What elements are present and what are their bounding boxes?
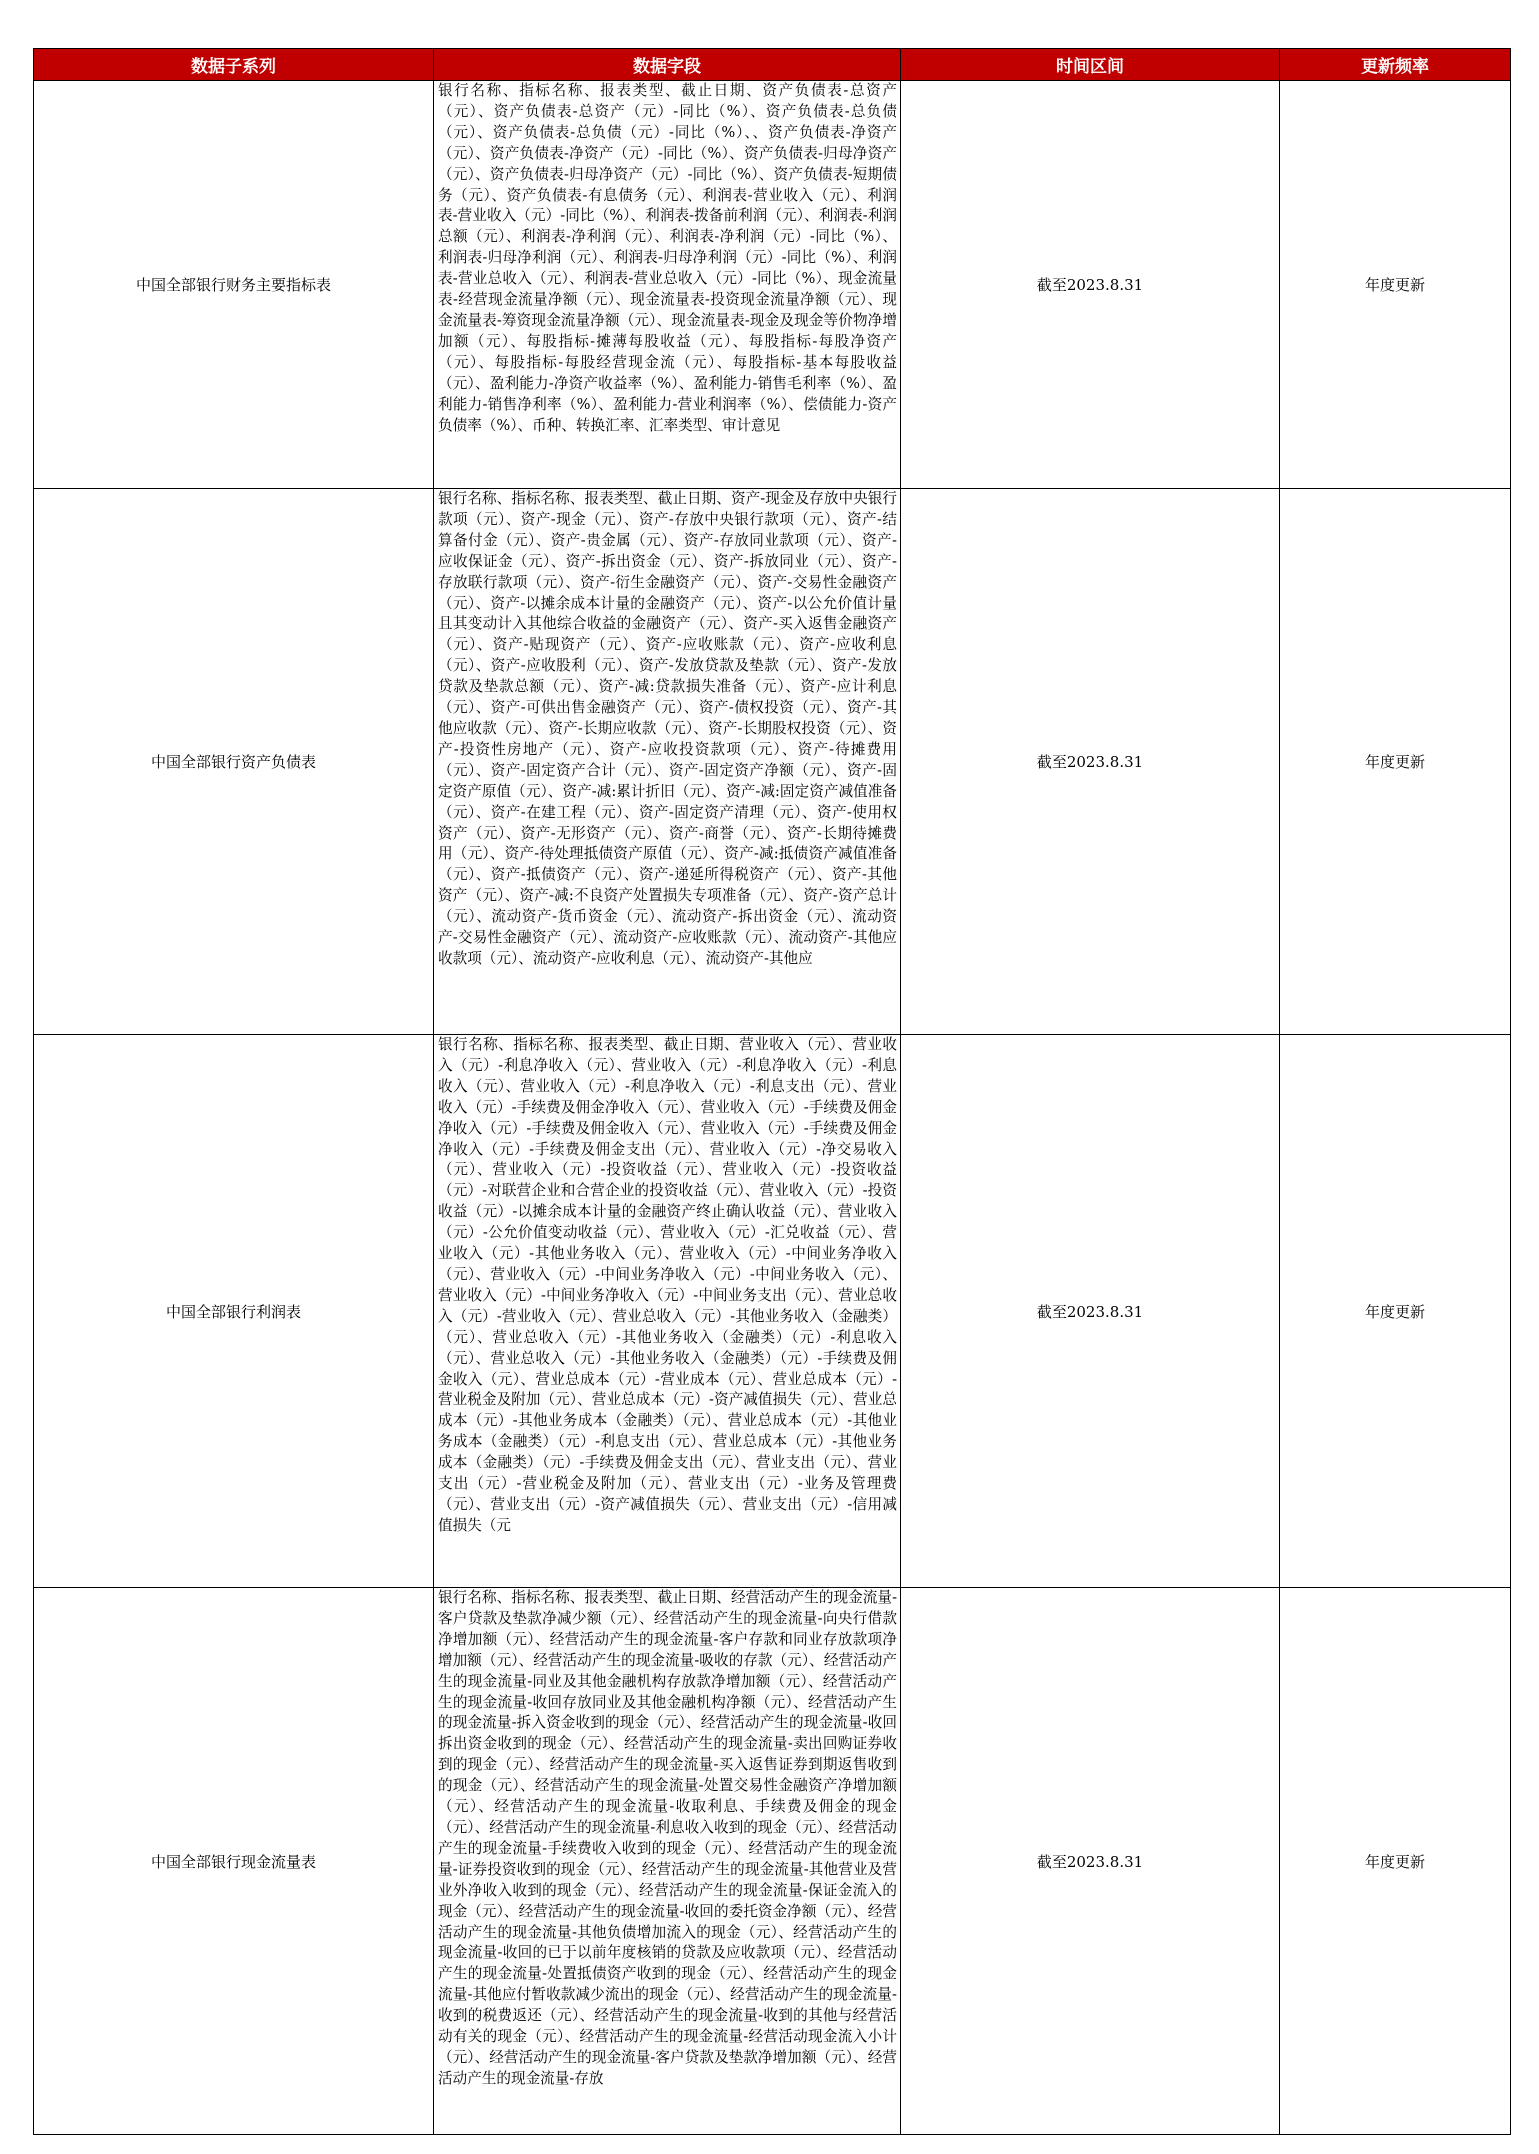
period-cell: 截至2023.8.31 [901, 1588, 1280, 2135]
series-cell: 中国全部银行利润表 [34, 1035, 434, 1588]
header-period: 时间区间 [901, 49, 1280, 81]
table-row [34, 489, 1511, 1035]
frequency-cell: 年度更新 [1280, 1035, 1511, 1588]
fields-text: 银行名称、指标名称、报表类型、截止日期、资产负债表-总资产（元）、资产负债表-总资产（元）-同比（%）、资产负债表-总负债（元）、资产负债表-总负债（元）-同比（%）、、资产负债表-净资产（元）、资产负债表-净资产（元）-同比（%）、资产负债表-归母净资产（元）、资产负债表-归母净资产（元）-同比（%）、资产负债表-短期债务（元）、资产负债表-有息债务（元）、利润表-营业收入（元）、利润表-营业收入（元）-同比（%）、利润表-拨备前利润（元）、利润表-利润总额（元）、利润表-净利润（元）、利润表-净利润（元）-同比（%）、利润表-归母净利润（元）、利润表-归母净利润（元）-同比（%）、利润表-营业总收入（元）、利润表-营业总收入（元）-同比（%）、现金流量表-经营现金流量净额（元）、现金流量表-投资现金流量净额（元）、现金流量表-筹资现金流量净额（元）、现金流量表-现金及现金等价物净增加额（元）、每股指标-摊薄每股收益（元）、每股指标-每股净资产（元）、每股指标-每股经营现金流（元）、每股指标-基本每股收益（元）、盈利能力-净资产收益率（%）、盈利能力-销售毛利率（%）、盈利能力-销售净利率（%）、盈利能力-营业利润率（%）、偿债能力-资产负债率（%）、币种、转换汇率、汇率类型、审计意见 [438, 82, 897, 434]
fields-text: 银行名称、指标名称、报表类型、截止日期、经营活动产生的现金流量-客户贷款及垫款净减少额（元）、经营活动产生的现金流量-向央行借款净增加额（元）、经营活动产生的现金流量-客户存款和同业存放款项净增加额（元）、经营活动产生的现金流量-吸收的存款（元）、经营活动产生的现金流量-同业及其他金融机构存放款净增加额（元）、经营活动产生的现金流量-收回存放同业及其他金融机构净额（元）、经营活动产生的现金流量-拆入资金收到的现金（元）、经营活动产生的现金流量-收回拆出资金收到的现金（元）、经营活动产生的现金流量-卖出回购证券收到的现金（元）、经营活动产生的现金流量-买入返售证券到期返售收到的现金（元）、经营活动产生的现金流量-处置交易性金融资产净增加额（元）、经营活动产生的现金流量-收取利息、手续费及佣金的现金（元）、经营活动产生的现金流量-利息收入收到的现金（元）、经营活动产生的现金流量-手续费收入收到的现金（元）、经营活动产生的现金流量-证券投资收到的现金（元）、经营活动产生的现金流量-其他营业及营业外净收入收到的现金（元）、经营活动产生的现金流量-保证金流入的现金（元）、经营活动产生的现金流量-收回的委托资金净额（元）、经营活动产生的现金流量-其他负债增加流入的现金（元）、经营活动产生的现金流量-收回的已于以前年度核销的贷款及应收款项（元）、经营活动产生的现金流量-处置抵债资产收到的现金（元）、经营活动产生的现金流量-其他应付暂收款减少流出的现金（元）、经营活动产生的现金流量-收到的税费返还（元）、经营活动产生的现金流量-收到的其他与经营活动有关的现金（元）、经营活动产生的现金流量-经营活动现金流入小计（元）、经营活动产生的现金流量-客户贷款及垫款净增加额（元）、经营活动产生的现金流量-存放 [438, 1589, 897, 2087]
fields-cell [434, 81, 901, 489]
table-row [34, 1588, 1511, 2135]
header-fields: 数据字段 [434, 49, 901, 81]
series-cell: 中国全部银行财务主要指标表 [34, 81, 434, 489]
period-cell: 截至2023.8.31 [901, 81, 1280, 489]
fields-cell [434, 1035, 901, 1588]
data-catalog-table [33, 48, 1511, 2135]
frequency-cell: 年度更新 [1280, 489, 1511, 1035]
table-row [34, 1035, 1511, 1588]
fields-text: 银行名称、指标名称、报表类型、截止日期、营业收入（元）、营业收入（元）-利息净收入（元）、营业收入（元）-利息净收入（元）-利息收入（元）、营业收入（元）-利息净收入（元）-利息支出（元）、营业收入（元）-手续费及佣金净收入（元）、营业收入（元）-手续费及佣金净收入（元）-手续费及佣金收入（元）、营业收入（元）-手续费及佣金净收入（元）-手续费及佣金支出（元）、营业收入（元）-净交易收入（元）、营业收入（元）-投资收益（元）、营业收入（元）-投资收益（元）-对联营企业和合营企业的投资收益（元）、营业收入（元）-投资收益（元）-以摊余成本计量的金融资产终止确认收益（元）、营业收入（元）-公允价值变动收益（元）、营业收入（元）-汇兑收益（元）、营业收入（元）-其他业务收入（元）、营业收入（元）-中间业务净收入（元）、营业收入（元）-中间业务净收入（元）-中间业务收入（元）、营业收入（元）-中间业务净收入（元）-中间业务支出（元）、营业总收入（元）-营业收入（元）、营业总收入（元）-其他业务收入（金融类）（元）、营业总收入（元）-其他业务收入（金融类）（元）-利息收入（元）、营业总收入（元）-其他业务收入（金融类）（元）-手续费及佣金收入（元）、营业总成本（元）-营业成本（元）、营业总成本（元）-营业税金及附加（元）、营业总成本（元）-资产减值损失（元）、营业总成本（元）-其他业务成本（金融类）（元）、营业总成本（元）-其他业务成本（金融类）（元）-利息支出（元）、营业总成本（元）-其他业务成本（金融类）（元）-手续费及佣金支出（元）、营业支出（元）、营业支出（元）-营业税金及附加（元）、营业支出（元）-业务及管理费（元）、营业支出（元）-资产减值损失（元）、营业支出（元）-信用减值损失（元 [438, 1036, 897, 1534]
table-header [34, 49, 1511, 81]
header-series: 数据子系列 [34, 49, 434, 81]
fields-cell [434, 489, 901, 1035]
header-row [34, 49, 1511, 81]
frequency-cell: 年度更新 [1280, 1588, 1511, 2135]
series-cell: 中国全部银行资产负债表 [34, 489, 434, 1035]
period-cell: 截至2023.8.31 [901, 1035, 1280, 1588]
table-row [34, 81, 1511, 489]
fields-cell [434, 1588, 901, 2135]
header-frequency: 更新频率 [1280, 49, 1511, 81]
frequency-cell: 年度更新 [1280, 81, 1511, 489]
table-body [34, 81, 1511, 2135]
fields-text: 银行名称、指标名称、报表类型、截止日期、资产-现金及存放中央银行款项（元）、资产-现金（元）、资产-存放中央银行款项（元）、资产-结算备付金（元）、资产-贵金属（元）、资产-存放同业款项（元）、资产-应收保证金（元）、资产-拆出资金（元）、资产-拆放同业（元）、资产-存放联行款项（元）、资产-衍生金融资产（元）、资产-交易性金融资产（元）、资产-以摊余成本计量的金融资产（元）、资产-以公允价值计量且其变动计入其他综合收益的金融资产（元）、资产-买入返售金融资产（元）、资产-贴现资产（元）、资产-应收账款（元）、资产-应收利息（元）、资产-应收股利（元）、资产-发放贷款及垫款（元）、资产-发放贷款及垫款总额（元）、资产-减:贷款损失准备（元）、资产-应计利息（元）、资产-可供出售金融资产（元）、资产-债权投资（元）、资产-其他应收款（元）、资产-长期应收款（元）、资产-长期股权投资（元）、资产-投资性房地产（元）、资产-应收投资款项（元）、资产-待摊费用（元）、资产-固定资产合计（元）、资产-固定资产净额（元）、资产-固定资产原值（元）、资产-减:累计折旧（元）、资产-减:固定资产减值准备（元）、资产-在建工程（元）、资产-固定资产清理（元）、资产-使用权资产（元）、资产-无形资产（元）、资产-商誉（元）、资产-长期待摊费用（元）、资产-待处理抵债资产原值（元）、资产-减:抵债资产减值准备（元）、资产-抵债资产（元）、资产-递延所得税资产（元）、资产-其他资产（元）、资产-减:不良资产处置损失专项准备（元）、资产-资产总计（元）、流动资产-货币资金（元）、流动资产-拆出资金（元）、流动资产-交易性金融资产（元）、流动资产-应收账款（元）、流动资产-其他应收款项（元）、流动资产-应收利息（元）、流动资产-其他应 [438, 490, 897, 967]
series-cell: 中国全部银行现金流量表 [34, 1588, 434, 2135]
period-cell: 截至2023.8.31 [901, 489, 1280, 1035]
